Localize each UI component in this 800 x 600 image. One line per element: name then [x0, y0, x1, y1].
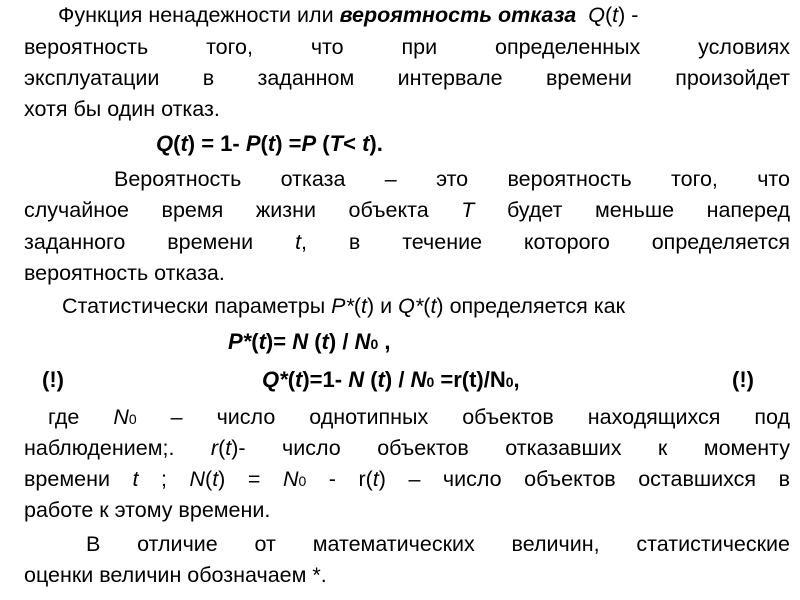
exclamation-mark-left: (!)	[42, 367, 64, 392]
para4-line2: наблюдением;. r(t)- число объектов отказавших к моменту	[24, 436, 790, 460]
para4-line1: где N0 – число однотипных объектов находящихся под	[48, 405, 790, 429]
para1-line1: Функция ненадежности или вероятность отказа Q(t) -	[58, 3, 639, 27]
para1-line4: хотя бы один отказ.	[24, 97, 220, 121]
para2-line2: случайное время жизни объекта T будет меньше наперед	[24, 198, 790, 222]
para5-line1: В отличие от математических величин, статистические	[86, 532, 790, 556]
para1-line2: вероятность того, что при определенных условиях	[24, 35, 790, 59]
para2-line4: вероятность отказа.	[24, 261, 225, 285]
formula-p-star: P*(t)= N (t) / N0 ,	[228, 329, 391, 354]
para2-line1: Вероятность отказа – это вероятность того, что	[114, 167, 790, 191]
para1-text: Функция ненадежности или	[58, 3, 340, 27]
para5-line2: оценки величин обозначаем *.	[24, 563, 327, 587]
para2-line3: заданного времени t, в течение которого определяется	[24, 230, 790, 254]
exclamation-mark-right: (!)	[732, 367, 754, 392]
term-failure-probability: вероятность отказа	[339, 3, 577, 27]
para3-line1: Статистически параметры P*(t) и Q*(t) определяется как	[62, 294, 626, 318]
para4-line3: времени t ; N(t) = N0 - r(t) – число объектов оставшихся в	[24, 467, 790, 491]
para4-line4: работе к этому времени.	[24, 498, 271, 522]
para1-line3: эксплуатации в заданном интервале времени произойдет	[24, 66, 790, 90]
formula-q-star: Q*(t)=1- N (t) / N0 =r(t)/N0,	[262, 367, 520, 392]
formula-q-equals: Q(t) = 1- P(t) =P (T< t).	[156, 131, 383, 156]
